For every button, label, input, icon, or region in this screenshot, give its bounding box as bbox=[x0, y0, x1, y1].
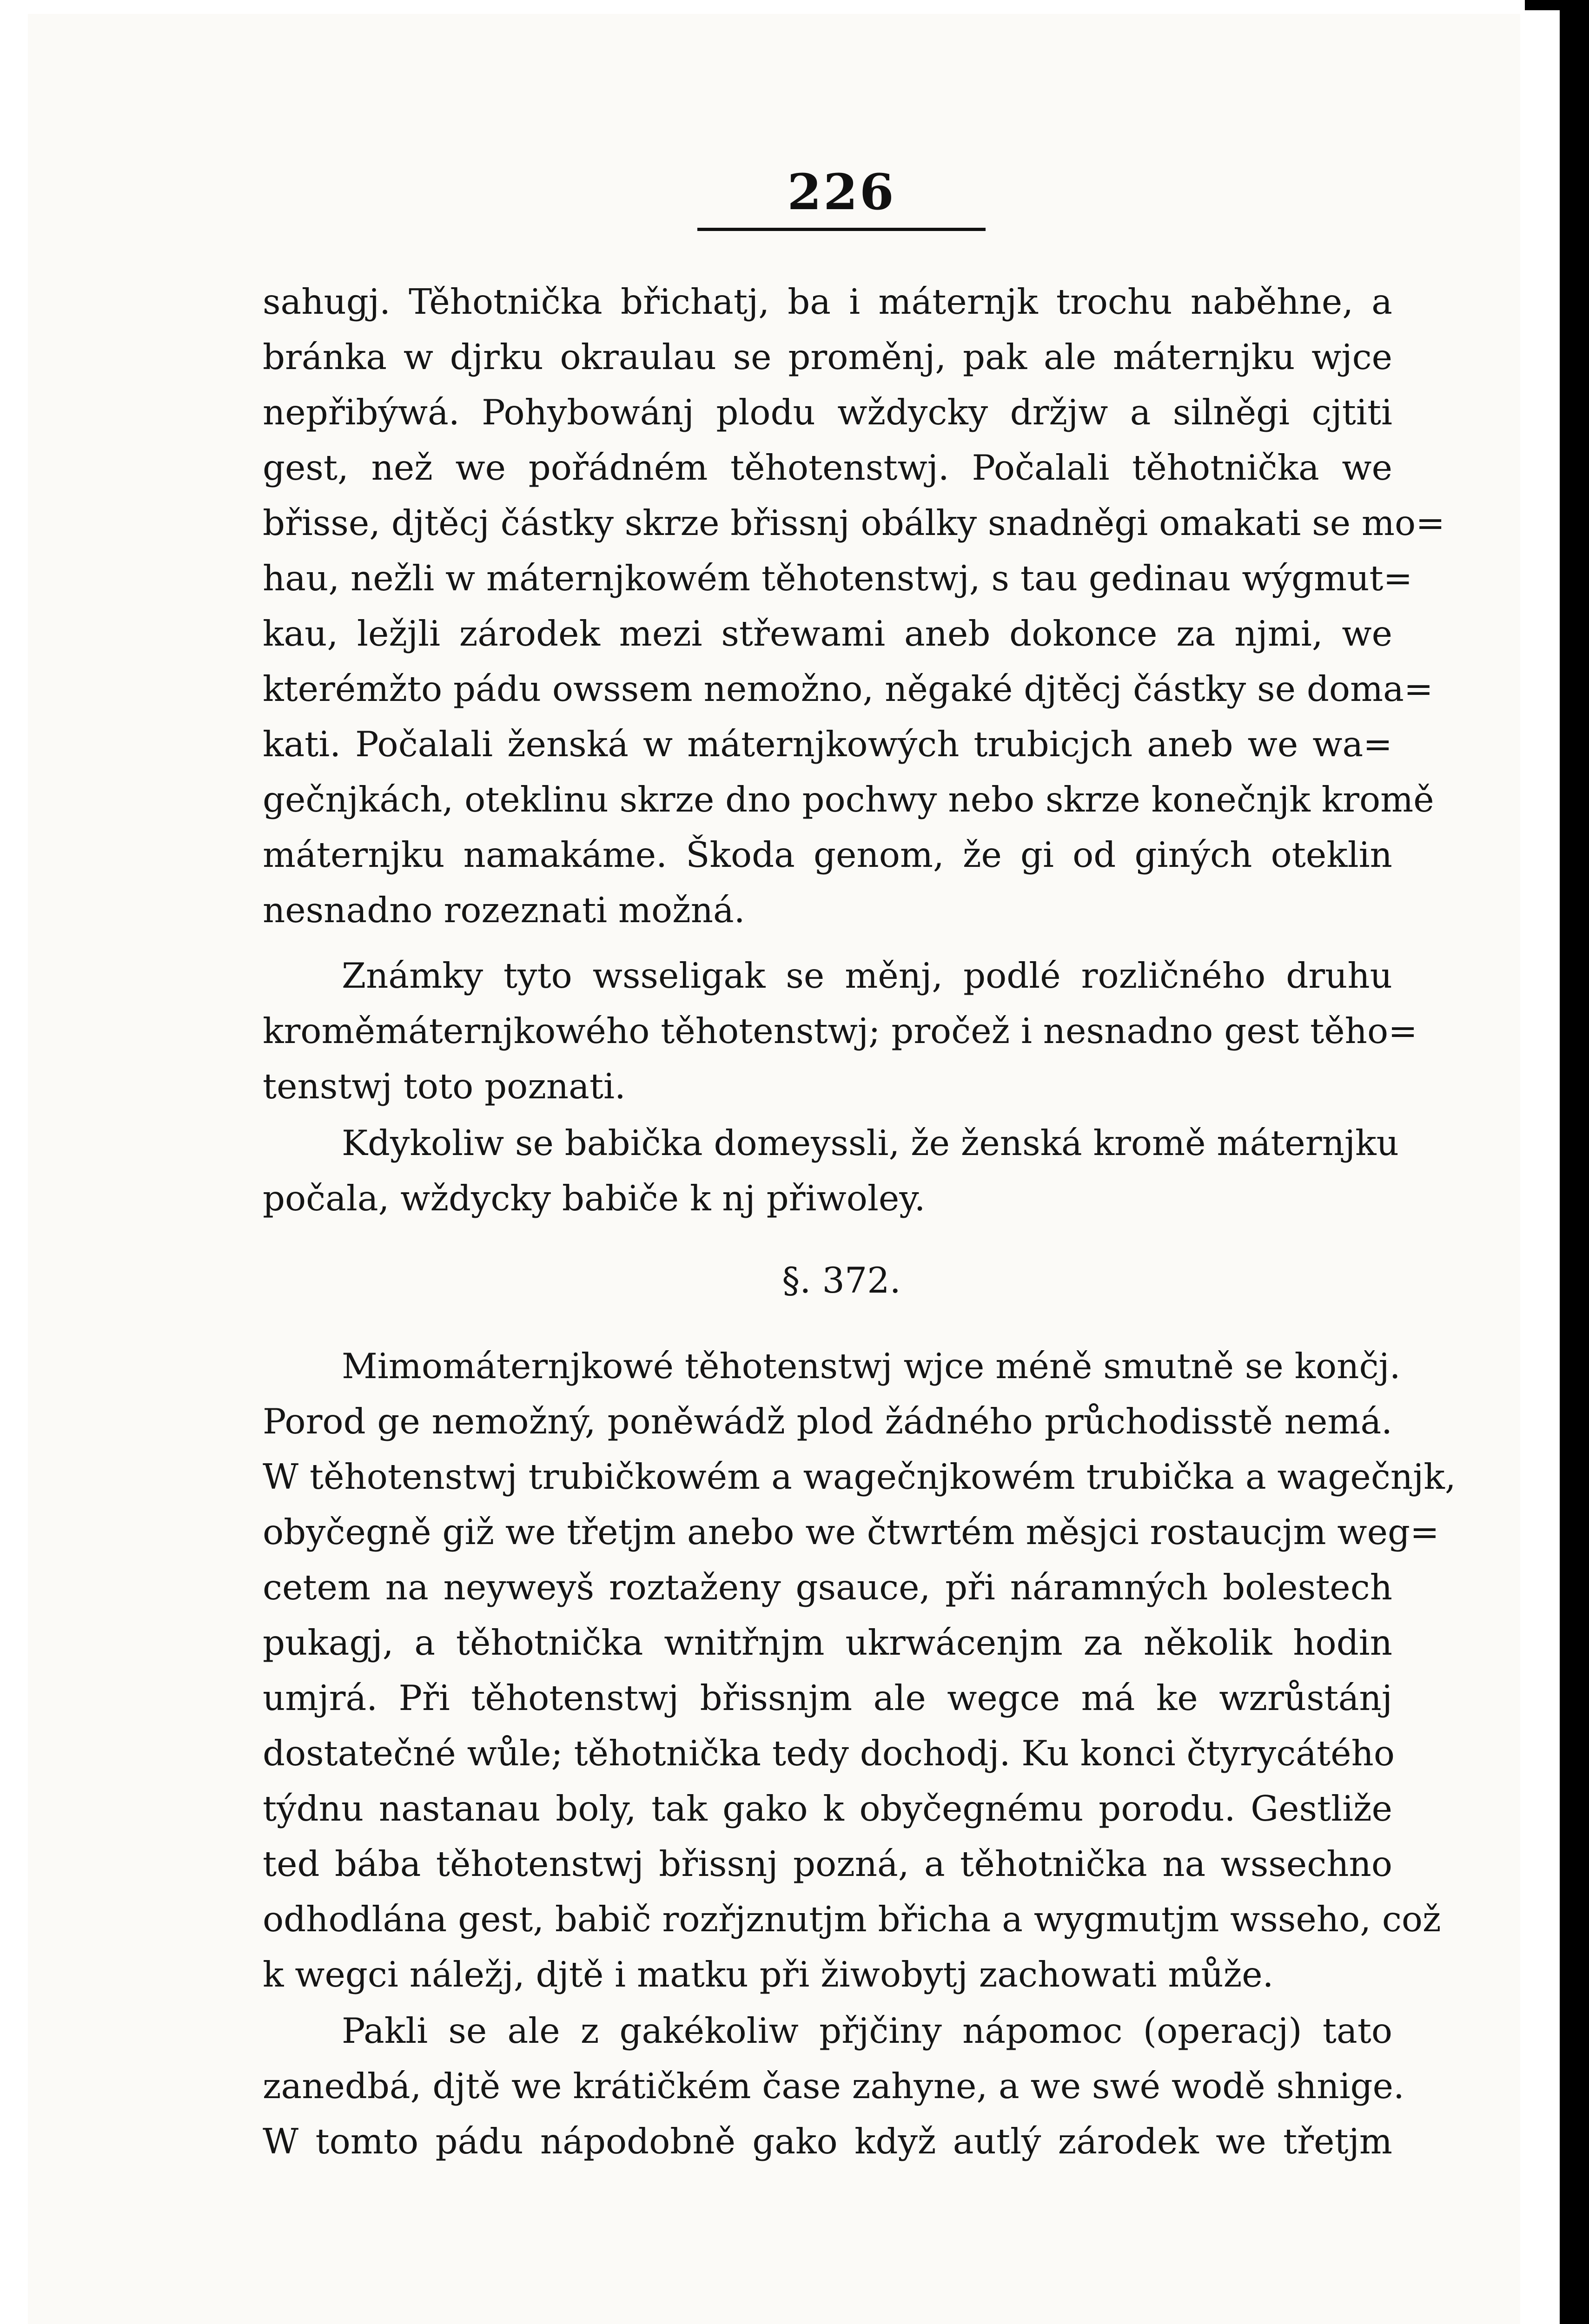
text-line: gečnjkách, oteklinu skrze dno pochwy nebo skrze konečnjk kromě bbox=[263, 779, 1434, 820]
text-line: obyčegně giž we třetjm anebo we čtwrtém měsjci rostaucjm weg= bbox=[263, 1512, 1439, 1552]
text-line: cetem na neyweyš roztaženy gsauce, při náramných bolestech bbox=[263, 1567, 1392, 1608]
text-line: nesnadno rozeznati možná. bbox=[263, 890, 745, 931]
scan-border-right bbox=[1560, 0, 1589, 2324]
paragraph-5 bbox=[263, 2003, 1404, 2169]
text-line: sahugj. Těhotnička břichatj, ba i máternjk trochu naběhne, a bbox=[263, 281, 1392, 322]
text-line: W těhotenstwj trubičkowém a wagečnjkowém trubička a wagečnjk, bbox=[263, 1456, 1456, 1497]
page-number: 226 bbox=[787, 163, 896, 221]
text-line: počala, wždycky babiče k nj přiwoley. bbox=[263, 1178, 926, 1219]
text-line: Kdykoliw se babička domeyssli, že ženská kromě máternjku bbox=[342, 1122, 1399, 1163]
text-line: pukagj, a těhotnička wnitřnjm ukrwácenjm za několik hodin bbox=[263, 1622, 1392, 1663]
paragraph-2 bbox=[263, 948, 1417, 1114]
text-line: dostatečné wůle; těhotnička tedy dochodj. Ku konci čtyrycátého bbox=[263, 1733, 1395, 1774]
text-line: kati. Počalali ženská w máternjkowých trubicjch aneb we wa= bbox=[263, 724, 1392, 765]
text-line: Mimomáternjkowé těhotenstwj wjce méně smutně se končj. bbox=[342, 1346, 1401, 1386]
section-heading: §. 372. bbox=[782, 1260, 901, 1301]
text-line: hau, nežli w máternjkowém těhotenstwj, s tau gedinau wýgmut= bbox=[263, 558, 1413, 599]
text-line: týdnu nastanau boly, tak gako k obyčegnému porodu. Gestliže bbox=[263, 1788, 1392, 1829]
text-line: ted bába těhotenstwj břissnj pozná, a těhotnička na wssechno bbox=[263, 1843, 1392, 1884]
text-line: Porod ge nemožný, poněwádž plod žádného průchodisstě nemá. bbox=[263, 1401, 1392, 1442]
paragraph-1 bbox=[263, 274, 1445, 938]
text-line: gest, než we pořádném těhotenstwj. Počalali těhotnička we bbox=[263, 447, 1392, 488]
text-line: kterémžto pádu owssem nemožno, něgaké djtěcj částky se doma= bbox=[263, 668, 1433, 709]
text-line: k wegci náležj, djtě i matku při žiwobytj zachowati může. bbox=[263, 1954, 1274, 1995]
text-line: tenstwj toto poznati. bbox=[263, 1066, 626, 1107]
text-line: kau, ležjli zárodek mezi střewami aneb dokonce za njmi, we bbox=[263, 613, 1392, 654]
text-line: odhodlána gest, babič rozřjznutjm břicha a wygmutjm wsseho, což bbox=[263, 1899, 1441, 1940]
text-line: nepřibýwá. Pohybowánj plodu wždycky držjw a silněgi cjtiti bbox=[263, 392, 1392, 433]
paragraph-3 bbox=[263, 1116, 1399, 1226]
text-line: umjrá. Při těhotenstwj břissnjm ale wegce má ke wzrůstánj bbox=[263, 1677, 1392, 1718]
text-line: zanedbá, djtě we krátičkém čase zahyne, a we swé wodě shnige. bbox=[263, 2066, 1404, 2106]
page-number-rule bbox=[697, 228, 986, 231]
scan-border-top bbox=[1525, 0, 1589, 10]
text-line: máternjku namakáme. Škoda genom, že gi od giných oteklin bbox=[263, 834, 1392, 875]
text-line: W tomto pádu nápodobně gako když autlý zárodek we třetjm bbox=[263, 2121, 1392, 2162]
text-line: Pakli se ale z gakékoliw přjčiny nápomoc (operacj) tato bbox=[342, 2010, 1392, 2051]
text-line: Známky tyto wsseligak se měnj, podlé rozličného druhu bbox=[342, 955, 1392, 996]
text-line: kroměmáternjkowého těhotenstwj; pročež i nesnadno gest těho= bbox=[263, 1010, 1417, 1051]
text-line: břisse, djtěcj částky skrze břissnj obálky snadněgi omakati se mo= bbox=[263, 502, 1445, 543]
text-line: bránka w djrku okraulau se proměnj, pak ale máternjku wjce bbox=[263, 337, 1392, 377]
paragraph-4 bbox=[263, 1339, 1456, 2002]
